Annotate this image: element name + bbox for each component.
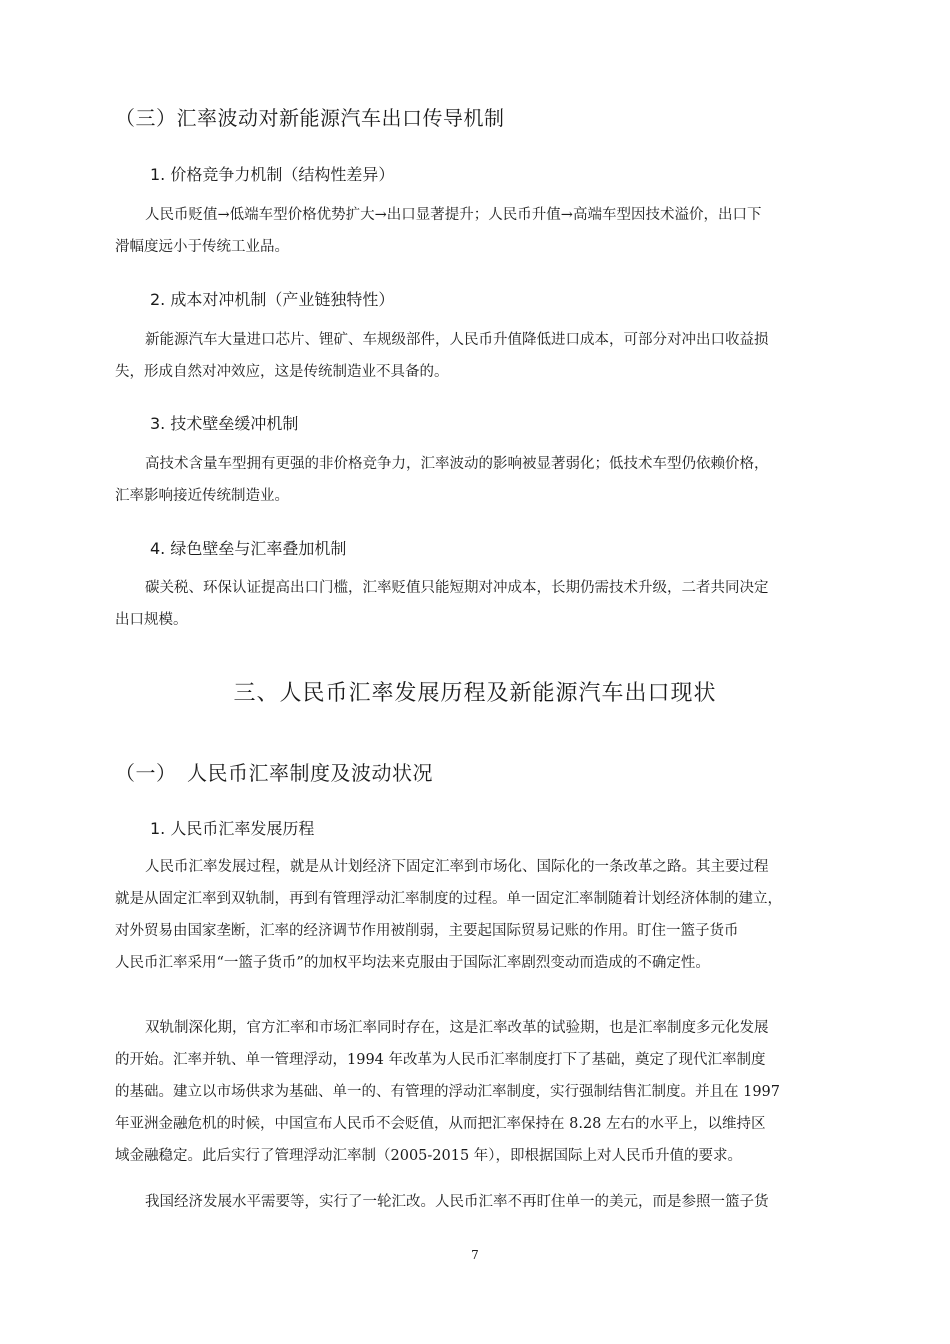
- subheading-price-mechanism: 1. 价格竞争力机制（结构性差异）: [150, 165, 395, 184]
- text-line: 出口规模。: [115, 612, 188, 628]
- section-heading-transmission: （三）汇率波动对新能源汽车出口传导机制: [115, 106, 505, 130]
- text-line: 的基础。建立以市场供求为基础、单一的、有管理的浮动汇率制度，实行强制结售汇制度。并且在 1997: [115, 1084, 781, 1100]
- paragraph-price-mechanism: [115, 199, 860, 263]
- text-line: 人民币汇率采用“一篮子货币”的加权平均法来克服由于国际汇率剧烈变动而造成的不确定性。: [115, 955, 710, 971]
- subheading-cost-hedging: 2. 成本对冲机制（产业链独特性）: [150, 290, 395, 309]
- text-line: 高技术含量车型拥有更强的非价格竞争力，汇率波动的影响被显著弱化；低技术车型仍依赖价格，: [145, 456, 769, 472]
- text-line: 域金融稳定。此后实行了管理浮动汇率制（2005-2015 年），即根据国际上对人民币升值的要求。: [115, 1148, 743, 1164]
- text-line: 双轨制深化期，官方汇率和市场汇率同时存在，这是汇率改革的试验期，也是汇率制度多元化发展: [145, 1020, 769, 1036]
- text-line: 对外贸易由国家垄断，汇率的经济调节作用被削弱，主要起国际贸易记账的作用。盯住一篮子货币: [115, 923, 739, 939]
- page-number: 7: [471, 1248, 479, 1262]
- paragraph-green-barrier: [115, 572, 860, 636]
- text-line: 滑幅度远小于传统工业品。: [115, 239, 289, 255]
- paragraph-rate-history: [115, 851, 860, 979]
- paragraph-cost-hedging: [115, 324, 860, 388]
- chapter-title: 三、人民币汇率发展历程及新能源汽车出口现状: [233, 681, 717, 706]
- text-line: 年亚洲金融危机的时候，中国宣布人民币不会贬值，从而把汇率保持在 8.28 左右的水平上，以维持区: [115, 1116, 766, 1132]
- text-line: 汇率影响接近传统制造业。: [115, 488, 289, 504]
- subheading-green-barrier: 4. 绿色壁垒与汇率叠加机制: [150, 539, 347, 558]
- text-line: 新能源汽车大量进口芯片、锂矿、车规级部件，人民币升值降低进口成本，可部分对冲出口收益损: [145, 332, 769, 348]
- text-line: 人民币汇率发展过程，就是从计划经济下固定汇率到市场化、国际化的一条改革之路。其主要过程: [145, 859, 769, 875]
- text-line: 就是从固定汇率到双轨制，再到有管理浮动汇率制度的过程。单一固定汇率制随着计划经济体制的建立，: [115, 891, 782, 907]
- text-line: 的开始。汇率并轨、单一管理浮动，1994 年改革为人民币汇率制度打下了基础，奠定了现代汇率制度: [115, 1052, 766, 1068]
- subheading-rate-history: 1. 人民币汇率发展历程: [150, 819, 315, 838]
- subheading-tech-barrier: 3. 技术壁垒缓冲机制: [150, 414, 299, 433]
- text-line: 人民币贬值→低端车型价格优势扩大→出口显著提升；人民币升值→高端车型因技术溢价，出口下: [145, 207, 762, 223]
- text-line: 我国经济发展水平需要等，实行了一轮汇改。人民币汇率不再盯住单一的美元，而是参照一篮子货: [145, 1194, 769, 1210]
- paragraph-dual-track: [115, 1012, 860, 1172]
- text-line: 碳关税、环保认证提高出口门槛，汇率贬值只能短期对冲成本，长期仍需技术升级，二者共同决定: [145, 580, 769, 596]
- text-line: 失，形成自然对冲效应，这是传统制造业不具备的。: [115, 364, 449, 380]
- section-heading-rate-system: （一） 人民币汇率制度及波动状况: [115, 761, 433, 785]
- paragraph-reform: [115, 1186, 860, 1218]
- paragraph-tech-barrier: [115, 448, 860, 512]
